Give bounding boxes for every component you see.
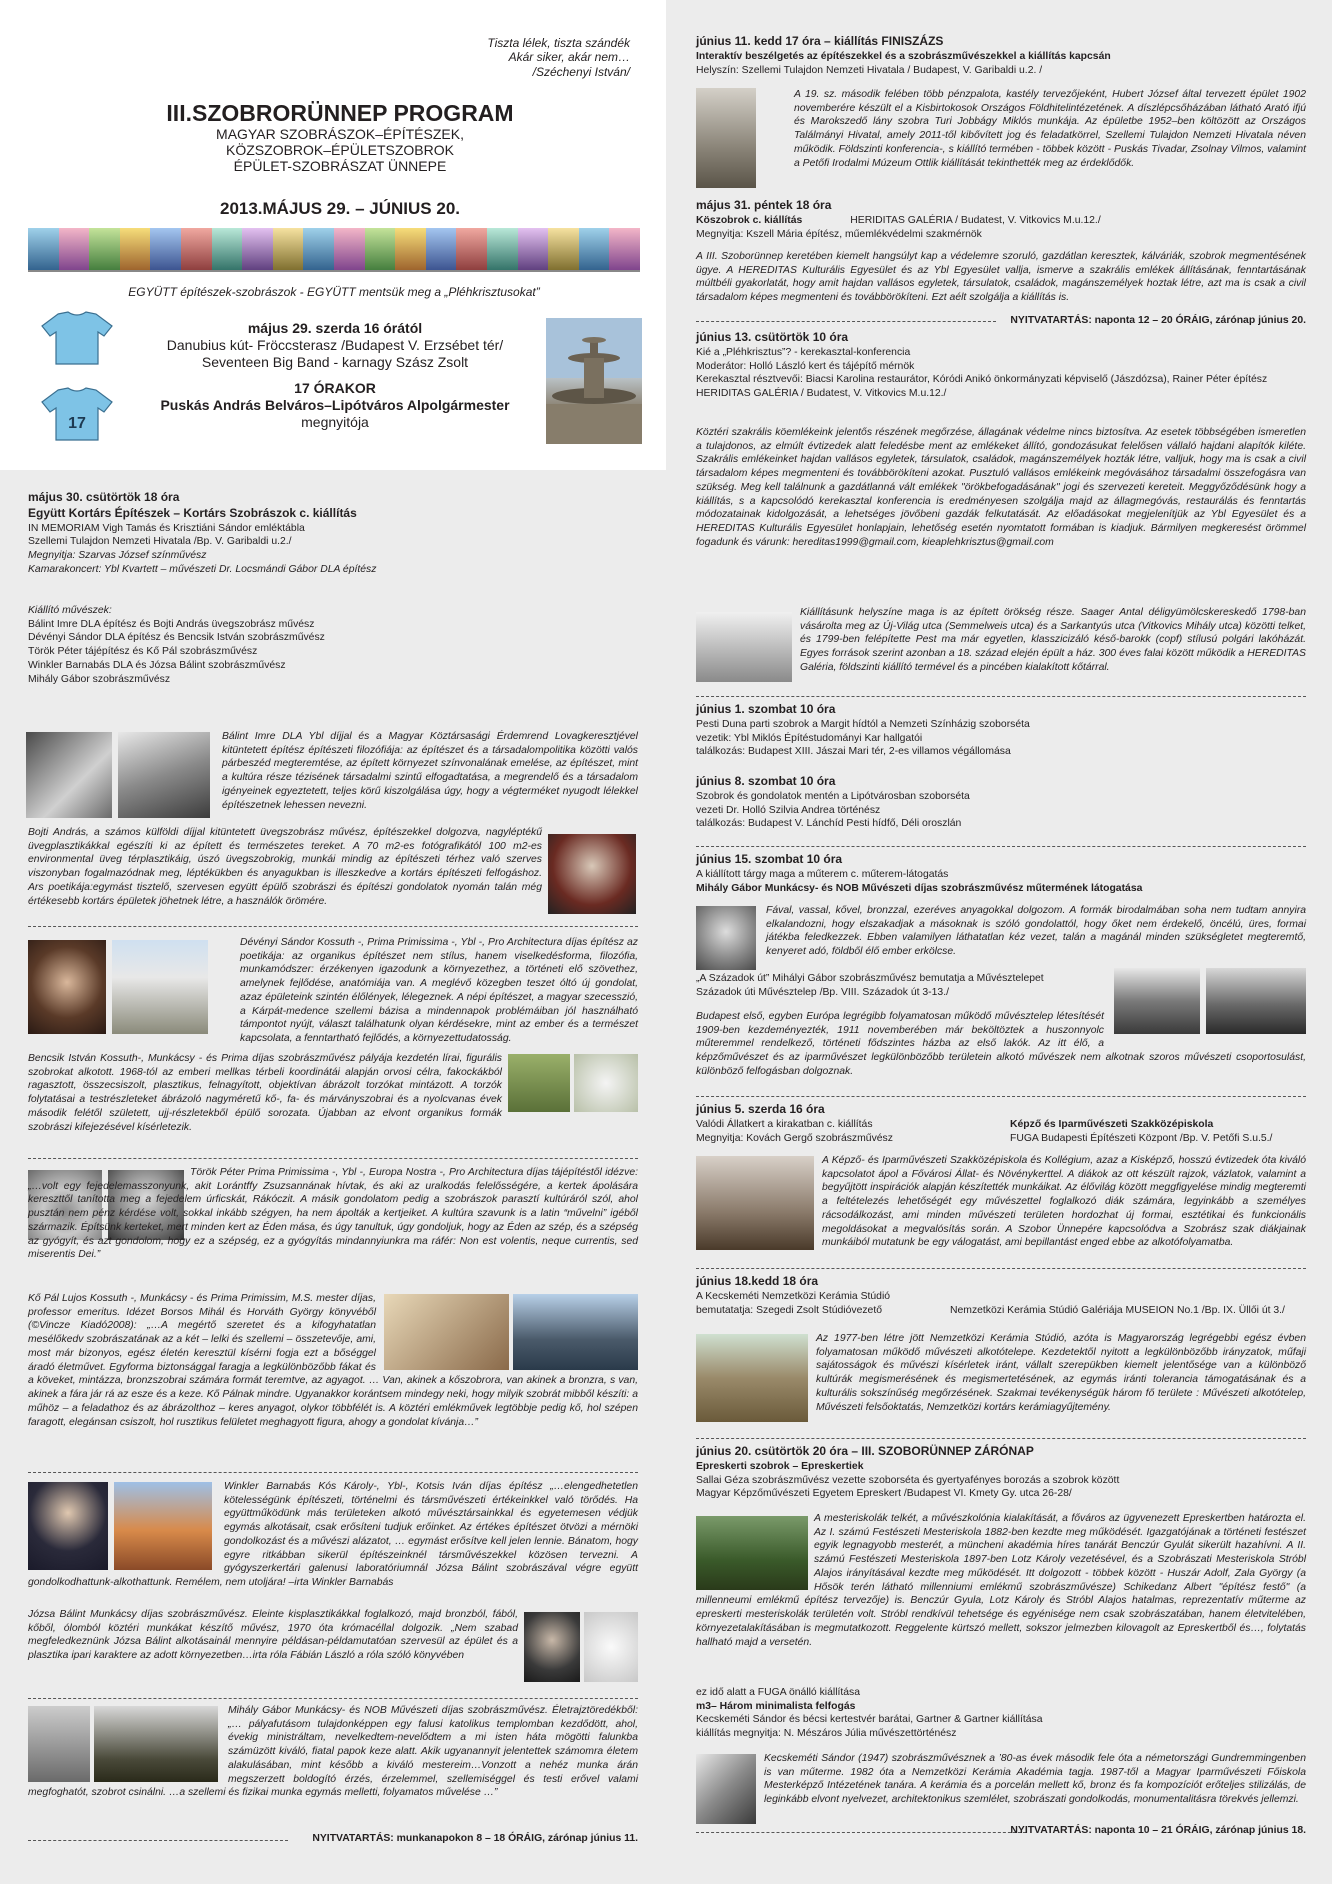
steel-sculpture-photo <box>584 1612 638 1682</box>
divider <box>696 1438 1306 1439</box>
bio-bencsik-istvan: Bencsik István Kossuth-, Munkácsy - és Prima díjas szobrászművész pályája kezdetén lírai, figurális szobrokat alkotott. 1968-tól az emberi mellkas térbeli koordinátái alapján orvosi célra, fakockákból ragasztott, összecsiszolt, plasztikus, felnagyított, objektívan ábrázolt torzókat mintázott. A torzók folytatásai a testrészleteket ábrázoló nagyméretű kő-, fa- és márványszobrai és a nyolcvanas évek második felétől született, ujj-részletekből épülő sorozata. Újabban az elvont organikus formák szobrászi kifejezésével kísérletezik. <box>28 1053 502 1133</box>
bio-winkler-barnabas: Winkler Barnabás Kós Károly-, Ybl-, Kotsis Iván díjas építész „…elengedhetetlen kötelességünk építészeti, történelmi és társművészeti értékeinkkel való törődés. Ha együttműködünk más területeken alkotó művésztársainkkal és egyetemesen védjük egymás alkotásait, csak erősíteni tudjuk erőinket. Az értékes építészet ötvözi a mérnöki gondolkozást és a művészi alázatot, … egymást erősítve kell jelen lennie. Bánatom, hogy egyre ritkábban sikerül építészeinknél társművészekkel közösen tervezni. A gyógyszerkertári galenusi laboratóriumnál Józsa Bálint szobrászával végre együtt gondolkodhattunk-alkothattunk. Remélem, nem utoljára! –irta Winkler Barnabás <box>28 1481 638 1589</box>
event-dates: 2013.MÁJUS 29. – JÚNIUS 20. <box>219 199 460 218</box>
jun18-event: június 18.kedd 18 óra A Kecskeméti Nemzetközi Kerámia Stúdió bemutatatja: Szegedi Zsolt Stúdióvezető Nemzetközi Kerámia Stúdió Galériája MUSEION No.1 /Bp. IX. Üllői út 3./ <box>696 1274 1285 1316</box>
jun15-artist-colony: „A Századok út” Mihályi Gábor szobrászművész bemutatja a Művésztelepet Századok úti Művésztelep /Bp. VIII. Századok út 3-13./ <box>696 973 1044 998</box>
jun5-description: A Képző- és Iparművészeti Szakközépiskola és Kollégium, azaz a Kisképző, hosszú évtizedek óta kiváló kapcsolatot ápol a Fővárosi Állat- és Növénykerttel. A diákok az ott készült rajzok, vázlatok, valamint a begyűjtött inspirációk alapján készítették munkáikat. Az élővilág között meggfigyelése mindig megteremti a feltételezés lehetőségét egy művészettel foglalkozó diák számára, legyinkább a személyes rácsodálkozást, ami minden művészeti területen hordozhat új formai, esztétikai és funkcionális megoldásokat a megvalósítás során. A Szobor Ünnepére kapcsolódva a Szobrász szak diákjainak munkáiból mutatunk be egy válogatást, ami bepillantást enged ebbe az alkotófolyamatba. <box>822 1155 1306 1249</box>
divider <box>28 1158 638 1159</box>
jun18-description: Az 1977-ben létre jött Nemzetközi Kerámia Stúdió, azóta is Magyarország legrégebbi egész évben folyamatosan működő művészeti alkotótelepe. Kezdetektől nyitott a legkülönbözőbb irányzatok, műfaji sajátosságok és művészi kísérletek iránt, vállalt szerepükben kiemelt jelentősége van a különböző kultúrák megismerésének és megismertetésének, az egymás iránti tolerancia támogatásának és a kulturális sokszínűség megőrzésének. Szakmai tevékenységük három fő területe : Művészeti alkotótelep, Művészeti felsőoktatás, Nemzetközi kortárs kerámiagyűjtemény. <box>816 1333 1306 1413</box>
jun15-event: június 15. szombat 10 óra A kiállított tárgy maga a műterem c. műterem-látogatás Mihály Gábor Munkácsy- és NOB Művészeti díjas szobrászművész műtermének látogatása <box>696 852 1143 894</box>
jun20-description: A mesteriskolák telkét, a művészkolónia kialakítását, a főváros az ügyvenezett Epreskertben határozta el. Az I. számú Festészeti Mesteriskola 1882-ben kezdte meg működését. Igazgatójának a történeti festészet egyik legnagyobb mesterét, a müncheni akadémia híres tanárát Benczúr Gyulát sikerült hazahívni. A II. számú Festészeti Mesteriskola 1897-ben Lotz Károly vezetésével, és a Szobrászati Mesteriskola Stróbl Alajos irányításával kezdte meg működését. Itt dolgozott - többek között - Huszár Adolf, Zala György (a Hősök terén látható millenniumi emlékmű szobrászművésze) Schikedanz Albert "építész festő" (a millenneumi emlékmű építész tervezője) is. Benczúr Gyula, Lotz Károly és Stróbl Alajos hatalmas, reprezentatív műterme az epreskerti mesteriskolák területén volt. Stróbl rendkívül tehetsége és egyénisége nem csak szobrászatában, hanem életvitelében, környezetalakításában is megmutatkozott. Reggelente kürtszó mellett, sokszor jelmezben kilovagolt az Epreskertből és…, folytatás hallható majd a versetén. <box>696 1513 1306 1648</box>
tshirt-number: 17 <box>68 415 86 432</box>
right-column <box>666 0 1332 1884</box>
devenyi-sandor-photo <box>28 940 106 1034</box>
tshirt-icon <box>40 310 114 366</box>
divider <box>696 696 1306 697</box>
bio-balint-imre: Bálint Imre DLA Ybl díjjal és a Magyar Köztársasági Érdemrend Lovagkeresztjével kitüntetett építész építészeti filozófiája: az építészet és a társadalompolitika közötti valós párbeszéd megteremtése, az épített környezet színvonalának emelése, az építészet, mint a kultúra része tézisének társadalmi szintű elfogadtatása, a megrendelő és a társadalom igényeinek egyeztetett, teljes körű kiszolgálása úgy, hogy a végterméket nyugodt lélekkel építészetnek lehessen nevezni. <box>222 731 638 811</box>
bio-torok-peter: Török Péter Prima Primissima -, Ybl -, Europa Nostra -, Pro Architectura díjas tájépítéstől idézve: „…volt egy fejedelemasszonyunk, akit Lorántffy Zsuzsannának hívtak, és aki az uralkodás felelősségére, a kertek ápolására kereszttől tanította meg a fejedelem úrficskát, Rákóczit. A másik gondolatom pedig a szobrászok parasztí kultúráról szól, ahol pusztán nem pénz kérdése volt, sokkal inkább szégyen, ha nem ápolták a kertjeiket. A kultúra szavunk is a latin “művelni” igéből származik. Építsünk kerteket, mert minden kert az Éden mása, és úgy tanultuk, úgy gondoljuk, hogy az Éden az szép, és a szépség az gyógyít, és azt gondolom, hogy ez a szépség, ez a gyógyítás mindannyiunkra ma ráfér: Non est volentis, neque currentis, sed miserentis Dei.” <box>28 1167 638 1261</box>
bio-mihaly-gabor: Mihály Gábor Munkácsy- és NOB Művészeti díjas szobrászművész. Életrajztöredékből: „… pályafutásom tulajdonképpen egy falusi katolikus templomban kezdődött, ahol, évekig ministráltam, nevelkedtem-nevelődtem a mi isten háta mögötti falunkba számüzött kiváló, fiatal papok keze alatt. Akik ugyanannyit jelentettek számomra életem alakulásában, mint később a kiváló mestereim…Vonzott a nehéz munka árán megszerzett boldogító érzés, érzelemmel, szellemiséggel és testi erővel valami megfoghatót, szobrot csinálni. …a szellemi és fizikai munka egymás melletti, folyamatos művelése …” <box>28 1705 638 1799</box>
bio-jozsa-balint: Józsa Bálint Munkácsy díjas szobrászművész. Eleinte kisplasztikákkal foglalkozó, majd bronzból, fából, kőből, ólomból köztéri munkákat készítő művész, 1970 óta krómacéllal dolgozik. „Nem szabad megfeledkeznünk Józsa Bálint alkotásainál mennyire példásan-példamutatóan szervesül az épület és a plasztika ipari karaktere az adott környezetben…irta róla Fábián László a róla szóló könyvében <box>28 1609 518 1662</box>
opening-hours: NYITVATARTÁS: munkanapokon 8 – 18 ÓRÁIG, zárónap június 11. <box>312 1833 638 1844</box>
jun13-description: Köztéri szakrális köemlékeink jelentős részének megőrzése, állagának védelme nincs biztosítva. Az esetek többségében ismeretlen a tulajdonos, az elmúlt évtizedek alatt feledésbe ment az emlékeket állító, gondozásukat felelősen vállaló hajdani alapítók kilétе. Szakrális emlékeinket hajdan vallásos egyletek, társulatok, családok, magánszemélyek hozták létre, valljuk, hogy ma is csak a civil társadalom képes megmenteni és továbbörökíteni azokat. Pusztuló vallásos emlékeink megóvásához társadalmi összefogásra van szükség. Meg kell találnunk a gazdátlanná vált emlékek "örökbefogadásának" jogi és szervezeti kereteit. Meggyőződésünk hogy a kiállítás, s a kapcsolódó kerekasztal konferencia is eredményesen szolgálja majd az állagmegóvás, restaurálás és fenntartás módozatainak kidolgozását, a lehetséges jövőbeni gazdák felkutatását. Az előadásokat megjelenítjük az Ybl Egyesület és a HEREDITAS Kulturális Egyesület honlapjain, lehetőség esetén nyomtatott formában is kiadjuk. Bármilyen megkeresést örömmel fogadunk és várunk: hereditas1999@gmail.com, kieaplehkrisztus@gmail.com <box>696 427 1306 548</box>
page-subtitle: MAGYAR SZOBRÁSZOK–ÉPÍTÉSZEK, KÖZSZOBROK–ÉPÜLETSZOBROK ÉPÜLET-SZOBRÁSZAT ÜNNEPE <box>216 126 464 175</box>
kecskemeti-sculpture-photo <box>696 1754 756 1824</box>
motto: Tiszta lélek, tiszta szándék Akár siker, akár nem… /Széchenyi István/ <box>487 36 630 79</box>
bio-bojti-andras: Bojti András, a számos külföldi díjjal kitüntetett üvegszobrász művész, építészekkel dolgozva, nagyléptékű üvegplasztikákkal egészíti ki az épített és természetes tereket. A 70 m2-es fotógrafikától 100 m2-es environmental üveg térplasztikáig, úszó üvegszobrokig, munkái mindig az építészeti térhez való szerves viszonyban fogalmazódnak meg, léptékükben és anyagukban is illeszkedve a kortárs építészeti felfogáshoz. Ars poetikája:egymást tisztelő, szervesen együtt épülő szobrászi és építészi gondolatok nyomán talán még értékesebb kortárs épületek jöhetnek létre, a használók örömére. <box>28 827 542 907</box>
header-section <box>0 0 666 470</box>
divider <box>696 321 996 322</box>
may30-event: május 30. csütörtök 18 óra Együtt Kortárs Építészek – Kortárs Szobrászok c. kiállítás IN MEMORIAM Vigh Tamás és Krisztiáni Sándor emléktábla Szellemi Tulajdon Nemzeti Hivatala /Bp. V. Garibaldi u.2./ Megnyitja: Szarvas József színművész Kamarakoncert: Ybl Kvartett – művészeti Dr. Locsmándi Gábor DLA építész <box>28 490 377 575</box>
jun1-event: június 1. szombat 10 óra Pesti Duna parti szobrok a Margit hídtól a Nemzeti Színházig szoborséta vezetik: Ybl Miklós Építéstudományi Kar hallgatói találkozás: Budapest XIII. Jászai Mari tér, 2-es villamos végállomása <box>696 702 1030 758</box>
jun20-artist-bio: Kecskeméti Sándor (1947) szobrászművésznek a ’80-as évek második fele óta a németországi Gundremmingenben is van műterme. 1982 óta a Nemzetközi Kerámia Akadémia tagja. 1987-től a Magyar Iparművészeti Főiskola Mesterképző Intézetének tanára. A kerámia és a porcelán mellett kő, bronz és fa kompozíciót erőteljes stilizálás, de leginkább elvont nyelvezet, architektonikus szemlélet, szobrászati gondolkodás, monumentalitásra törekvés jellemzi. <box>764 1753 1306 1806</box>
sculpture-photo <box>574 1054 638 1112</box>
slogan: EGYÜTT építészek-szobrászok - EGYÜTT mentsük meg a „Pléhkrisztusokat” <box>128 285 540 299</box>
statue-photo <box>696 88 756 188</box>
jun13-event: június 13. csütörtök 10 óra Kié a „Pléhkrisztus”? - kerekasztal-konferencia Moderátor: Holló László kert és tájépítő mérnök Kerekasztal résztvevői: Biacsi Karolina restaurátor, Kóródi Anikó önkormányzati képviselő (Jászdózsa), Rainer Péter építész HERIDITAS GALÉRIA / Budatest, V. Vitkovics M.u.12./ <box>696 330 1268 400</box>
gallery-building-photo <box>696 612 792 682</box>
bio-ko-pal: Kő Pál Lujos Kossuth -, Munkácsy - és Prima Primissim, M.S. mester díjas, professor emeritus. Idézet Borsos Mihál és Horváth György könyvéből (©Vincze Kiadó2008): „…A megértő szeretet és a kifogyhatatlan mesélőkedv szobrászatának az a két – lelki és szellemi – összetevője, ami, most már bizonyos, egész életén keresztül kísérni fogja ezt a bőséggel áradó életművet. Egyforma biztonsággal faragja a legkülönbözőbb fákat és a köveket, mintázza, bronzszobrai számára formát teremtve, az agyagot. … Van, akinek a kőszobrora, van akinek a bronzra, s van, akinek a fára jár rá az esze és a keze. Kő Pálnak mindre. Ugyanakkor korántsem mindegy neki, hogy milyik szobrát mibből készíti: a műhöz – a feladathoz és az ábrázolthoz – keres anyagot, olykor többfélét is. A köztéri emlékművek legtöbbje pedig kő, hol szépen faragott, elegánsan csiszolt, hol rusztikus felületet meghagyott figura, ahogy a gondolat kívánja…” <box>28 1293 638 1428</box>
jun15-description: Fával, vassal, kővel, bronzzal, ezeréves anyagokkal dolgozom. A formák birodalmában soha nem tudtam annyira elkalandozni, hogy elszakadjak a másoknak is szóló gondolattól, hogy őket nem érdekelő, öncélú, üres, formai játékba feledkezzek. Ebben valamilyen láthatatlan kéz vezet, talán a magánál minden szükségletet megteremtő, kenyeret adó, földből élő ember erkölcse. <box>766 905 1306 958</box>
jun11-description: A 19. sz. második felében több pénzpalota, kastély tervezőjeként, Hubert József által tervezett épület 1902 novemberére készült el a Kisbirtokosok Országos Földhitelintézetének. A díszlépcsőházában látható Arató ifjú és Marokszedő lány szobra Turi Jobbágy Miklós munkája. Az épületbe 1952–ben költözött az Országos Találmányi Hivatal, amely 2011-től kibővített jog és feladatkörrel, Szellemi Tulajdon Nemzeti Hivatala néven működik. Földszinti konferencia-, s kiállító termében - többek között - Puskás Tivadar, Zsolnay Vilmos, valamint a Petőfi Irodalmi Múzeum Ottlik kiállítását tekinthették meg az érdeklődők. <box>794 89 1306 169</box>
may31-event: május 31. péntek 18 óra Köszobrok c. kiállítás HERIDITAS GALÉRIA / Budatest, V. Vitkovics M.u.12./ Megnyitja: Kszell Mária építész, műemlékvédelmi szakmérnök <box>696 198 1101 240</box>
horse-statue-photo <box>696 1156 814 1250</box>
jun5-event: június 5. szerda 16 óra Valódi Állatkert a kirakatban c. kiállítás Képző és Iparművészeti Szakközépiskola Megnyitja: Kovách Gergő szobrászművész FUGA Budapesti Építészeti Központ /Bp. V. Petőfi S.u.5./ <box>696 1102 1273 1144</box>
may31-description: A III. Szoborünnep keretében kiemelt hangsúlyt kap a védelemre szoruló, gazdátlan keresztek, kálváriák, szobrok megmentésének ügye. A HEREDITAS Kulturális Egyesület és az Ybl Egyesület vallja, ismerve a szakrális emlékek állításának, fenntartásának múltbéli gyakorlatát, hogy amit hajdan vallásos egyletek, társulatok, családok, magánszemélyek hoztak létre, azt ma is csak a civil társadalom képes megmenteni és továbbörökíteni. Ezt aélt szolgálja a kiállítás is. <box>696 251 1306 304</box>
divider <box>28 1472 638 1473</box>
balint-imre-photo <box>26 732 112 818</box>
jun8-event: június 8. szombat 10 óra Szobrok és gondolatok mentén a Lipótvárosban szoborséta vezeti Dr. Holló Szilvia Andrea történész találkozás: Budapest V. Lánchíd Pesti hídfő, Déli oroszlán <box>696 774 970 830</box>
closing-opening-hours: NYITVATARTÁS: naponta 10 – 21 ÓRÁIG, zárónap június 18. <box>1010 1825 1306 1836</box>
exhibiting-artists: Kiállító művészek: Bálint Imre DLA építész és Bojti András üvegszobrász művész Dévényi Sándor DLA építész és Bencsik István szobrászművész Török Péter tájépítész és Kő Pál szobrászművész Winkler Barnabás DLA és Józsa Bálint szobrászművész Mihály Gábor szobrászművész <box>28 605 325 685</box>
bojti-andras-photo <box>548 834 636 914</box>
jun11-event: június 11. kedd 17 óra – kiállítás FINISZÁZS Interaktív beszélgetés az építészekkel és a szobrászművészekkel a kiállítás kapcsán Helyszín: Szellemi Tulajdon Nemzeti Hivatala / Budapest, V. Garibaldi u.2. / <box>696 34 1111 76</box>
divider <box>696 1268 1306 1269</box>
jun20-event: június 20. csütörtök 20 óra – III. SZOBORÜNNEP ZÁRÓNAP Epreskerti szobrok – Epreskertiek Sallai Géza szobrászművész vezette szoborséta és gyertyafényes borozás a szobrok között Magyar Képzőművészeti Egyetem Epreskert /Budapest VI. Kmety Gy. utca 26-28/ <box>696 1444 1120 1500</box>
divider <box>28 926 638 927</box>
bencsik-istvan-photo <box>508 1054 570 1112</box>
ko-pal-photos <box>384 1294 638 1370</box>
tshirt-17-icon <box>40 386 114 442</box>
dome-building-photo <box>112 940 208 1034</box>
mihaly-gabor-studio-photo <box>696 906 756 970</box>
danubius-fountain-photo <box>546 318 642 444</box>
building-photo <box>118 732 210 818</box>
ceramic-studio-photo <box>696 1334 808 1422</box>
statue-banner <box>28 228 640 272</box>
divider <box>28 1698 638 1699</box>
divider <box>696 846 1306 847</box>
divider <box>696 1096 1306 1097</box>
jun20-fuga-exhibition: ez idő alatt a FUGA önálló kiállítása m3– Három minimalista felfogás Kecskeméti Sándor és bécsi kertestvér barátai, Gartner & Gartner kiállítása kiállítás megnyitja: N. Mészáros Júlia művészettörténész <box>696 1687 1043 1740</box>
jozsa-balint-photo <box>524 1612 580 1682</box>
jun13-building-history: Kiállításunk helyszíne maga is az épített örökség része. Saager Antal déligyümölcskereskedő 1798-ban vásárolta meg az Új-Világ utca (Semmelweis utca) és a Sarkantyús utca (Vitkovics Mihály utca) közötti telket, és 1799-ben felépítette Pest ma már egyetlen, klasszicizáló késő-barokk (copf) stílusú polgári lakóházát. Egyes források szerint azonban a 18. század elején épült a ház. 300 éves falai között működik a HEREDITAS Galéria, földszinti kiállító termével és a pincében kialakított kőtárral. <box>800 607 1306 673</box>
jun15-colony-text: Budapest első, egyben Európa legrégibb folyamatosan működő művésztelep létesítését 1909-ben kezdeményezték, 1911 novemberében már beköltöztek a huszonnyolc műteremmel rendelkező, történeti fődszintes házba az első lakók. Az itt élő, a képzőművészet és az iparművészet legkülönbözőbb területein alkotó művészek nem alkotnak szoros művészeti csoportosulást, különböző felfogásban dolgoznak. <box>696 1011 1306 1077</box>
bio-devenyi-sandor: Dévényi Sándor Kossuth -, Prima Primissima -, Ybl -, Pro Architectura díjas építész az poetikája: az organikus építészet nem stílus, hanem viselkedésforma, filozófia, munkamódszer: érzékenyen igazodunk a környezethez, a történeti elő szövethez, amelynek fejlődése, anatómiája van. A meglévő közegben teszet óltó új gondolat, azaz épületeink szintén élőlények, lélegeznek. A népi építészet, a magyar szecesszió, a Kárpát-medence szellemi bázisa a mindennapok problémáiban jól használható támpontot nyújt, választ találhatunk olyan kérdésekre, mint az ember és a természet kapcsolata, a fenntartható fejlődés, a környezettudatosság. <box>240 937 638 1045</box>
left-program-section <box>0 470 666 1884</box>
may29-event: május 29. szerda 16 órától Danubius kút- Fröccsterasz /Budapest V. Erzsébet tér/ Seventeen Big Band - karnagy Szász Zsolt 17 ÓRAKOR Puskás András Belváros–Lipótváros Alpolgármester megnyitója <box>160 320 510 430</box>
page-title: III.SZOBRORÜNNEP PROGRAM <box>166 100 514 126</box>
may31-opening-hours: NYITVATARTÁS: naponta 12 – 20 ÓRÁIG, zárónap június 20. <box>1010 315 1306 326</box>
